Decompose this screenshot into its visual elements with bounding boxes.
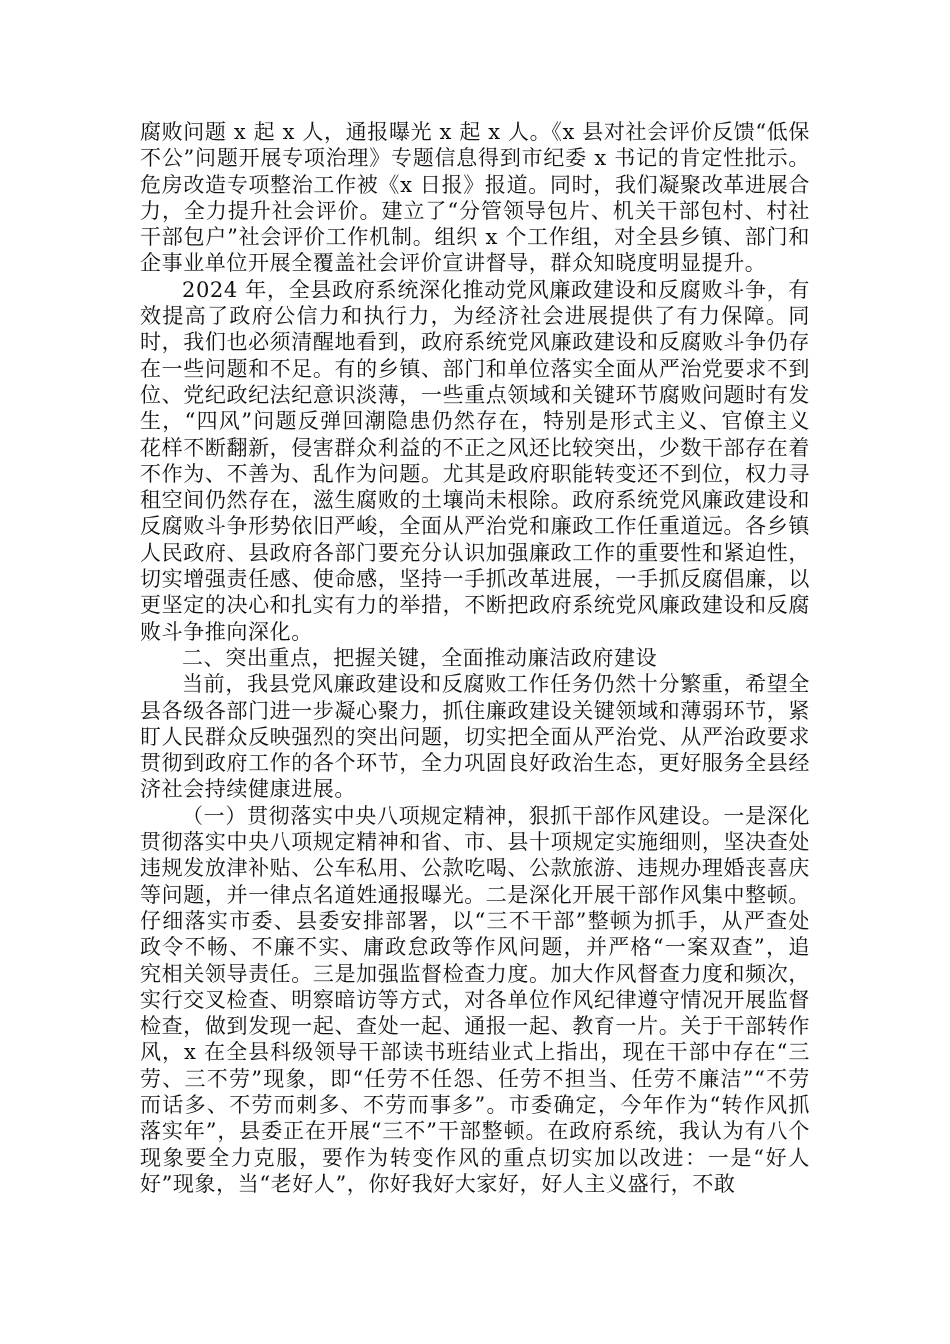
document-body	[140, 119, 810, 1197]
paragraph-1: 腐败问题 x 起 x 人，通报曝光 x 起 x 人。《x 县对社会评价反馈“低保不公”问题开展专项治理》专题信息得到市纪委 x 书记的肯定性批示。危房改造专项整治工作被《x 日报》报道。同时，我们凝聚改革进展合力，全力提升社会评价。建立了“分管领导包片、机关干部包村、村社干部包户”社会评价工作机制。组织 x 个工作组，对全县乡镇、部门和企事业单位开展全覆盖社会评价宣讲督导，群众知晓度明显提升。	[140, 120, 810, 276]
paragraph-4: （一）贯彻落实中央八项规定精神，狠抓干部作风建设。一是深化贯彻落实中央八项规定精神和省、市、县十项规定实施细则，坚决查处违规发放津补贴、公车私用、公款吃喝、公款旅游、违规办理婚丧喜庆等问题，并一律点名道姓通报曝光。二是深化开展干部作风集中整顿。仔细落实市委、县委安排部署，以“三不干部”整顿为抓手，从严查处政令不畅、不廉不实、庸政怠政等作风问题，并严格“一案双查”，追究相关领导责任。三是加强监督检查力度。加大作风督查力度和频次，实行交叉检查、明察暗访等方式，对各单位作风纪律遵守情况开展监督检查，做到发现一起、查处一起、通报一起、教育一片。关于干部转作风，x 在全县科级领导干部读书班结业式上指出，现在干部中存在“三劳、三不劳”现象，即“任劳不任怨、任劳不担当、任劳不廉洁”“不劳而话多、不劳而刺多、不劳而事多”。市委确定，今年作为“转作风抓落实年”，县委正在开展“三不”干部整顿。在政府系统，我认为有八个现象要全力克服，要作为转变作风的重点切实加以改进：一是“好人好”现象，当“老好人”，你好我好大家好，好人主义盛行，不敢	[140, 803, 810, 1196]
section-heading: 二、突出重点，把握关键，全面推动廉洁政府建设	[182, 645, 658, 670]
paragraph-2: 2024 年，全县政府系统深化推动党风廉政建设和反腐败斗争，有效提高了政府公信力和执行力，为经济社会进展提供了有力保障。同时，我们也必须清醒地看到，政府系统党风廉政建设和反腐败斗争仍存在一些问题和不足。有的乡镇、部门和单位落实全面从严治党要求不到位、党纪政纪法纪意识淡薄，一些重点领域和关键环节腐败问题时有发生，“四风”问题反弹回潮隐患仍然存在，特别是形式主义、官僚主义花样不断翻新，侵害群众利益的不正之风还比较突出，少数干部存在着不作为、不善为、乱作为问题。尤其是政府职能转变还不到位，权力寻租空间仍然存在，滋生腐败的土壤尚未根除。政府系统党风廉政建设和反腐败斗争形势依旧严峻，全面从严治党和廉政工作任重道远。各乡镇人民政府、县政府各部门要充分认识加强廉政工作的重要性和紧迫性，切实增强责任感、使命感，坚持一手抓改革进展，一手抓反腐倡廉，以更坚定的决心和扎实有力的举措，不断把政府系统党风廉政建设和反腐败斗争推向深化。	[140, 277, 810, 644]
paragraph-3: 当前，我县党风廉政建设和反腐败工作任务仍然十分繁重，希望全县各级各部门进一步凝心聚力，抓住廉政建设关键领域和薄弱环节，紧盯人民群众反映强烈的突出问题，切实把全面从严治党、从严治政要求贯彻到政府工作的各个环节，全力巩固良好政治生态，更好服务全县经济社会持续健康进展。	[140, 672, 810, 802]
